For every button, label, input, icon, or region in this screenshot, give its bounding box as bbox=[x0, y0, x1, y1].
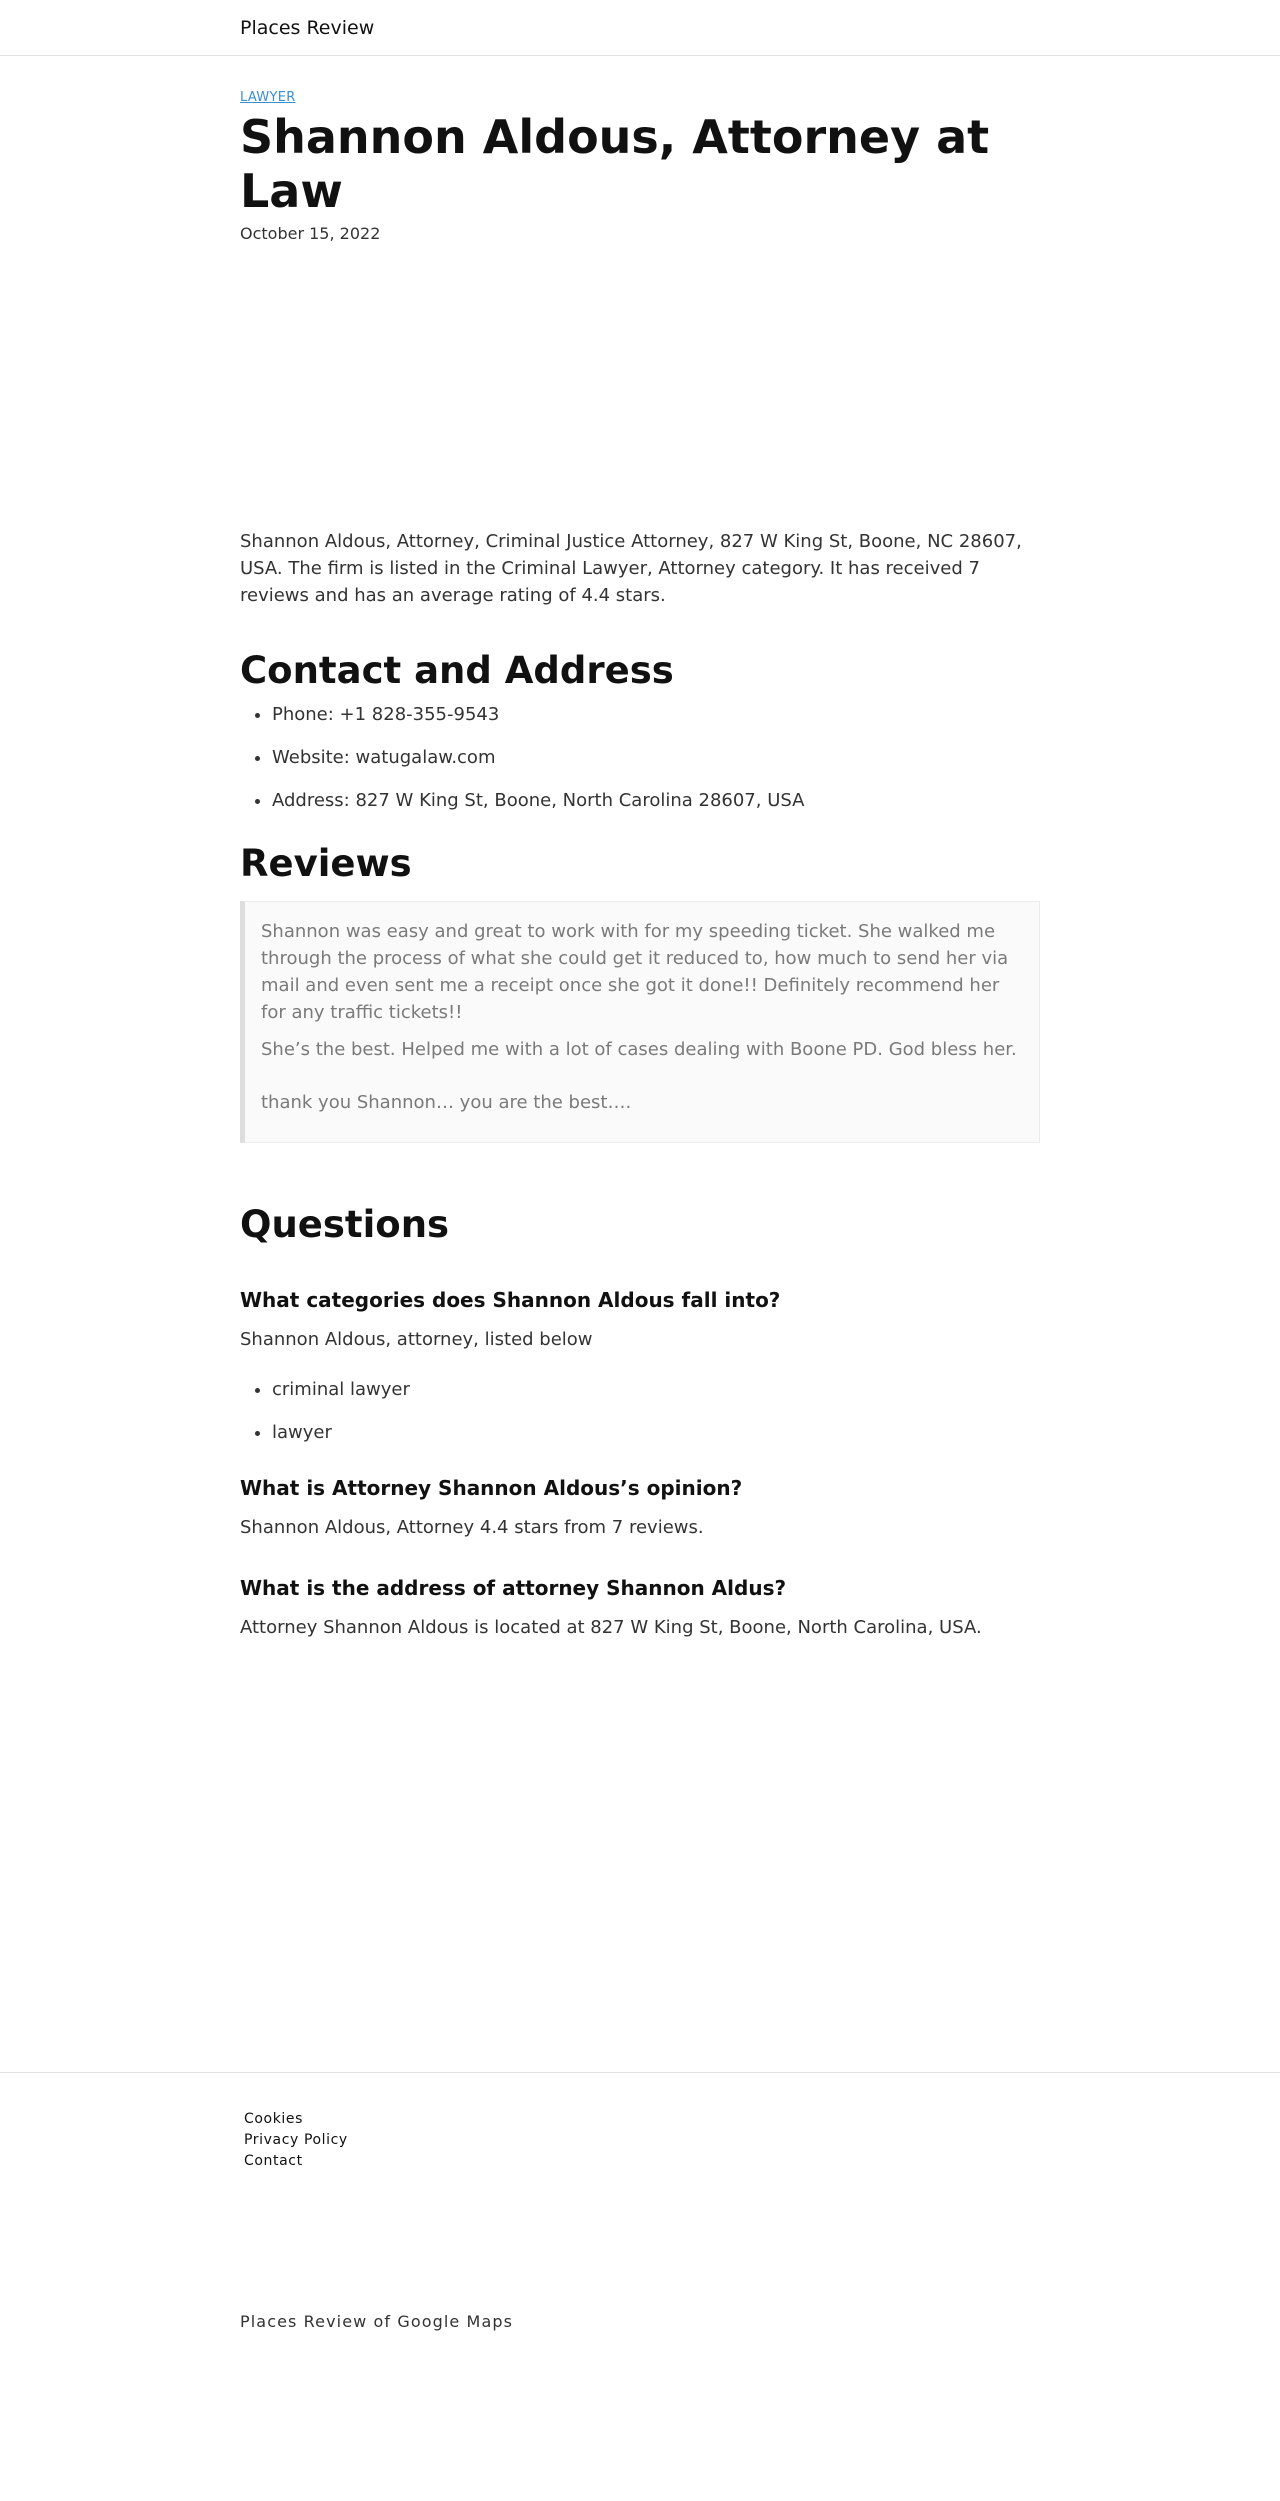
intro-paragraph: Shannon Aldous, Attorney, Criminal Justice Attorney, 827 W King St, Boone, NC 28607, USA. The firm is listed in the Criminal Lawyer, Attorney category. It has received 7 reviews and has an average rating of 4.4 stars. bbox=[240, 531, 1022, 606]
answer-opinion: Shannon Aldous, Attorney 4.4 stars from 7 reviews. bbox=[240, 1517, 704, 1538]
footer-credit: Places Review of Google Maps bbox=[240, 2312, 514, 2331]
page-title: Shannon Aldous, Attorney at Law bbox=[240, 110, 990, 218]
footer-link-cookies[interactable]: Cookies bbox=[244, 2111, 304, 2127]
site-footer bbox=[0, 2072, 1280, 2332]
question-address: What is the address of attorney Shannon Aldus? bbox=[240, 1576, 787, 1600]
site-header bbox=[0, 0, 1280, 56]
question-opinion: What is Attorney Shannon Aldous’s opinion? bbox=[240, 1476, 743, 1500]
category-link[interactable]: LAWYER bbox=[240, 90, 296, 105]
contact-website: • Website: watugalaw.com bbox=[272, 746, 1040, 770]
site-title-link[interactable]: Places Review bbox=[240, 17, 375, 39]
category-list bbox=[240, 1378, 1040, 1445]
answer-categories: Shannon Aldous, attorney, listed below bbox=[240, 1329, 593, 1350]
post-date: October 15, 2022 bbox=[240, 224, 381, 243]
footer-link-privacy-policy[interactable]: Privacy Policy bbox=[244, 2132, 348, 2148]
footer-nav bbox=[244, 2109, 1280, 2172]
contact-phone: • Phone: +1 828-355-9543 bbox=[272, 703, 1040, 727]
article bbox=[240, 56, 1040, 1641]
reviews-blockquote bbox=[240, 901, 1040, 1143]
reviews-heading: Reviews bbox=[240, 842, 412, 885]
footer-link-contact[interactable]: Contact bbox=[244, 2153, 303, 2169]
contact-list bbox=[240, 703, 1040, 813]
question-categories: What categories does Shannon Aldous fall into? bbox=[240, 1288, 781, 1312]
review-item: She’s the best. Helped me with a lot of cases dealing with Boone PD. God bless her. bbox=[261, 1039, 1017, 1060]
ad-placeholder bbox=[240, 244, 1040, 528]
questions-heading: Questions bbox=[240, 1203, 450, 1246]
category-item: • criminal lawyer bbox=[272, 1378, 1040, 1402]
review-item: Shannon was easy and great to work with for my speeding ticket. She walked me through the process of what she could get it reduced to, how much to send her via mail and even sent me a receipt once she got it done!! Definitely recommend her for any traffic tickets!! bbox=[261, 921, 1009, 1023]
review-item: thank you Shannon… you are the best…. bbox=[261, 1092, 632, 1113]
answer-address: Attorney Shannon Aldous is located at 827 W King St, Boone, North Carolina, USA. bbox=[240, 1617, 982, 1638]
category-item: • lawyer bbox=[272, 1421, 1040, 1445]
contact-heading: Contact and Address bbox=[240, 649, 674, 692]
contact-address: • Address: 827 W King St, Boone, North Carolina 28607, USA bbox=[272, 789, 1040, 813]
